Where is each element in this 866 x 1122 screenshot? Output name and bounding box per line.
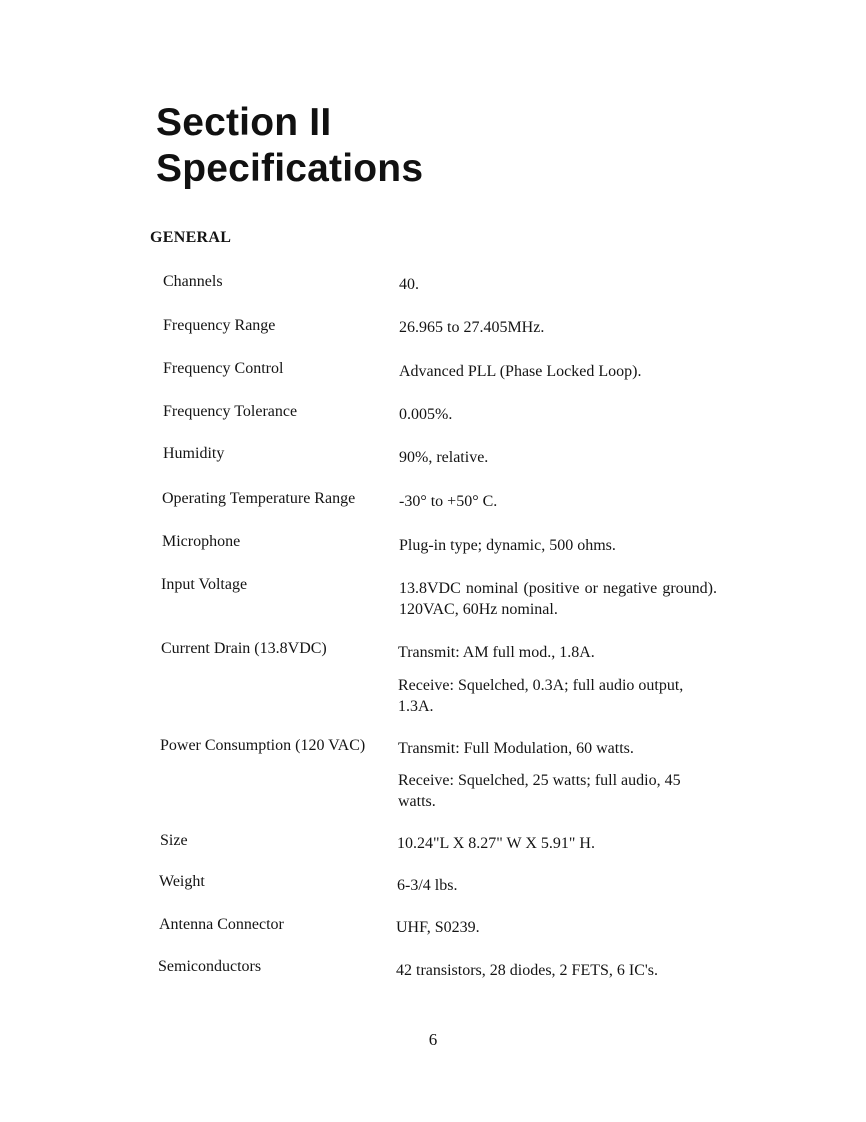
general-heading: GENERAL <box>150 229 232 246</box>
spec-value-current-drain-transmit: Transmit: AM full mod., 1.8A. <box>398 644 595 661</box>
spec-label-current-drain: Current Drain (13.8VDC) <box>161 640 327 657</box>
spec-value-microphone: Plug-in type; dynamic, 500 ohms. <box>399 537 616 554</box>
spec-label-operating-temperature: Operating Temperature Range <box>162 490 356 507</box>
spec-label-semiconductors: Semiconductors <box>158 958 262 975</box>
spec-label-antenna-connector: Antenna Connector <box>159 916 284 933</box>
spec-value-size: 10.24"L X 8.27" W X 5.91" H. <box>397 835 595 852</box>
spec-value-power-consumption-transmit: Transmit: Full Modulation, 60 watts. <box>398 740 634 757</box>
spec-label-microphone: Microphone <box>162 533 241 550</box>
spec-label-input-voltage: Input Voltage <box>161 576 248 593</box>
spec-value-frequency-range: 26.965 to 27.405MHz. <box>399 319 545 336</box>
spec-value-operating-temperature: -30° to +50° C. <box>399 493 498 510</box>
spec-value-frequency-control: Advanced PLL (Phase Locked Loop). <box>399 363 642 380</box>
spec-label-power-consumption: Power Consumption (120 VAC) <box>160 737 366 754</box>
section-name: Specifications <box>156 147 424 190</box>
spec-value-channels: 40. <box>399 276 419 293</box>
spec-value-input-voltage: 13.8VDC nominal (positive or negative ground). 120VAC, 60Hz nominal. <box>399 580 717 618</box>
spec-value-weight: 6-3/4 lbs. <box>397 877 458 894</box>
spec-value-antenna-connector: UHF, S0239. <box>396 919 480 936</box>
spec-value-power-consumption-receive: Receive: Squelched, 25 watts; full audio, 45 watts. <box>398 772 681 810</box>
spec-label-weight: Weight <box>159 873 205 890</box>
spec-label-frequency-tolerance: Frequency Tolerance <box>163 403 298 420</box>
spec-value-frequency-tolerance: 0.005%. <box>399 406 453 423</box>
spec-label-humidity: Humidity <box>163 445 225 462</box>
section-number: Section II <box>156 101 332 144</box>
spec-value-humidity: 90%, relative. <box>399 449 489 466</box>
spec-label-frequency-control: Frequency Control <box>163 360 284 377</box>
spec-value-current-drain-receive: Receive: Squelched, 0.3A; full audio output, 1.3A. <box>398 677 684 715</box>
spec-label-channels: Channels <box>163 273 223 290</box>
page-number: 6 <box>428 1030 438 1049</box>
spec-value-semiconductors: 42 transistors, 28 diodes, 2 FETS, 6 IC's. <box>396 962 658 979</box>
spec-label-frequency-range: Frequency Range <box>163 317 276 334</box>
spec-label-size: Size <box>160 832 188 849</box>
